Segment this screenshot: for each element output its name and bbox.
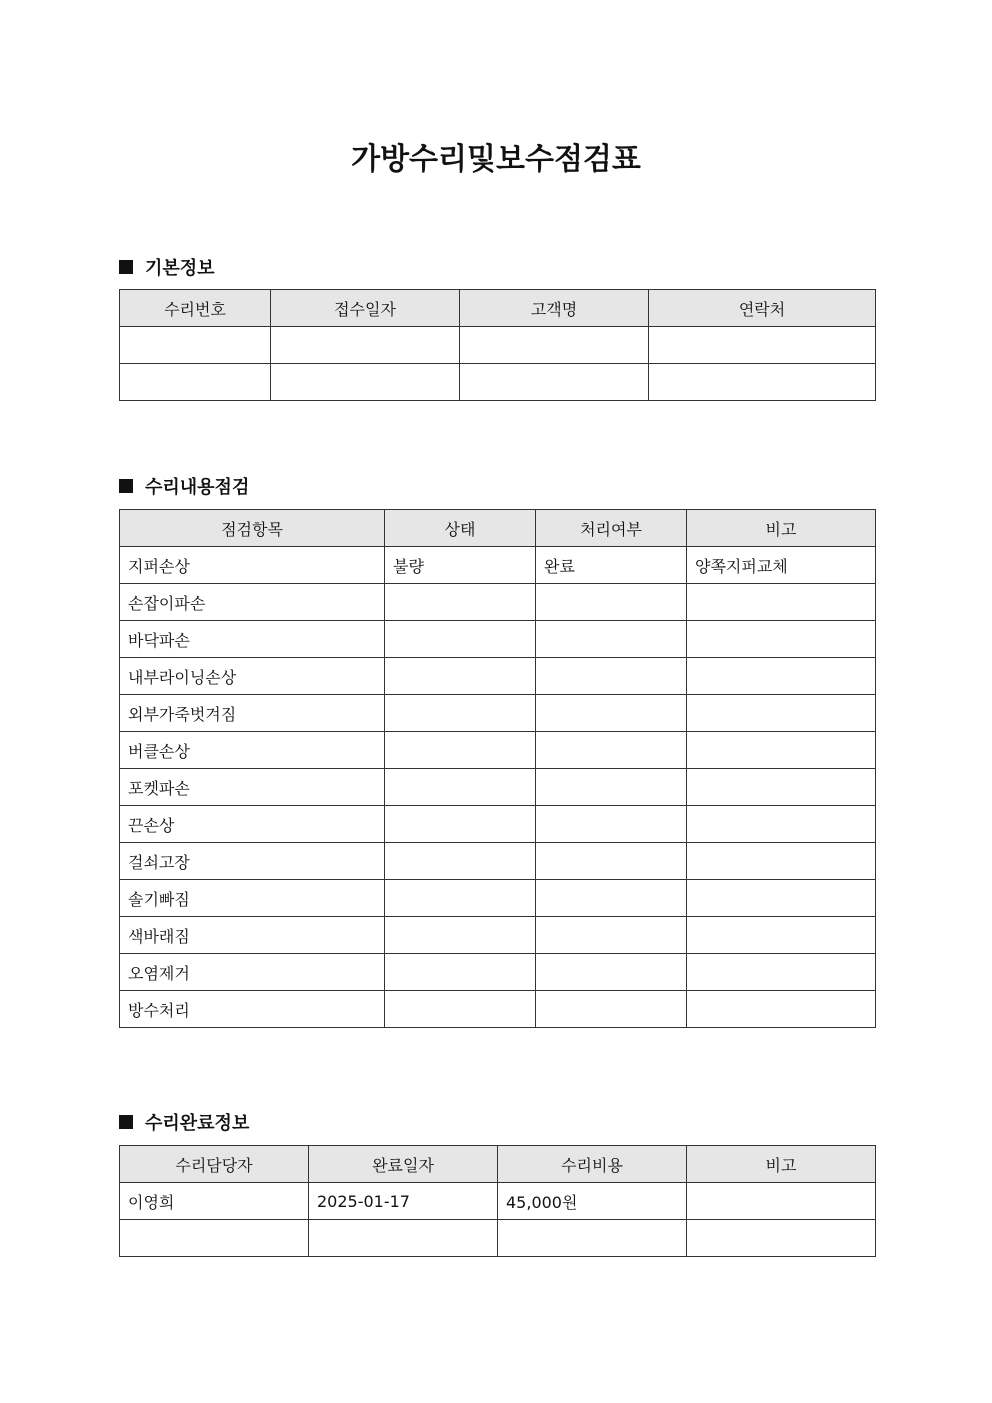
header-cell: 연락처 xyxy=(649,290,876,327)
table-row xyxy=(120,917,876,954)
section-heading-label: 수리완료정보 xyxy=(145,1113,250,1134)
table-cell[interactable] xyxy=(536,584,687,621)
table-cell[interactable]: 손잡이파손 xyxy=(120,584,385,621)
table-row xyxy=(120,843,876,880)
table-cell[interactable] xyxy=(649,327,876,364)
table-row xyxy=(120,658,876,695)
table-row xyxy=(120,732,876,769)
table-cell[interactable] xyxy=(649,364,876,401)
table-row xyxy=(120,954,876,991)
table-cell[interactable] xyxy=(385,917,536,954)
table-row xyxy=(120,547,876,584)
inspection-table xyxy=(119,509,876,1028)
table-cell[interactable] xyxy=(385,732,536,769)
table-cell[interactable] xyxy=(460,364,649,401)
table-cell[interactable] xyxy=(385,843,536,880)
table-row xyxy=(120,695,876,732)
table-cell[interactable] xyxy=(687,806,876,843)
table-cell[interactable] xyxy=(536,880,687,917)
table-cell[interactable] xyxy=(687,769,876,806)
table-cell[interactable] xyxy=(687,917,876,954)
table-cell[interactable] xyxy=(687,880,876,917)
table-cell[interactable] xyxy=(120,364,271,401)
table-cell[interactable]: 2025-01-17 xyxy=(309,1183,498,1220)
table-cell[interactable] xyxy=(687,843,876,880)
table-cell[interactable]: 45,000원 xyxy=(498,1183,687,1220)
table-cell[interactable] xyxy=(309,1220,498,1257)
table-cell[interactable] xyxy=(687,1183,876,1220)
table-cell[interactable]: 오염제거 xyxy=(120,954,385,991)
table-cell[interactable]: 이영희 xyxy=(120,1183,309,1220)
table-cell[interactable] xyxy=(385,806,536,843)
table-cell[interactable]: 양쪽지퍼교체 xyxy=(687,547,876,584)
header-cell: 수리비용 xyxy=(498,1146,687,1183)
header-cell: 비고 xyxy=(687,510,876,547)
table-cell[interactable] xyxy=(460,327,649,364)
table-cell[interactable] xyxy=(385,769,536,806)
table-cell[interactable]: 완료 xyxy=(536,547,687,584)
table-cell[interactable] xyxy=(271,364,460,401)
table-cell[interactable] xyxy=(536,695,687,732)
table-cell[interactable]: 색바래짐 xyxy=(120,917,385,954)
table-row xyxy=(120,1220,876,1257)
table-cell[interactable]: 걸쇠고장 xyxy=(120,843,385,880)
table-cell[interactable] xyxy=(687,1220,876,1257)
header-cell: 수리번호 xyxy=(120,290,271,327)
completion-table xyxy=(119,1145,876,1257)
table-cell[interactable] xyxy=(385,991,536,1028)
basic-info-table xyxy=(119,289,876,401)
table-cell[interactable] xyxy=(120,1220,309,1257)
table-row xyxy=(120,1183,876,1220)
table-cell[interactable]: 버클손상 xyxy=(120,732,385,769)
table-cell[interactable]: 포켓파손 xyxy=(120,769,385,806)
section-heading-label: 기본정보 xyxy=(145,258,215,279)
table-row xyxy=(120,769,876,806)
table-cell[interactable] xyxy=(536,769,687,806)
table-cell[interactable] xyxy=(536,954,687,991)
table-cell[interactable] xyxy=(687,991,876,1028)
header-cell: 완료일자 xyxy=(309,1146,498,1183)
table-row xyxy=(120,621,876,658)
header-cell: 점검항목 xyxy=(120,510,385,547)
table-cell[interactable] xyxy=(271,327,460,364)
table-cell[interactable] xyxy=(687,658,876,695)
header-cell: 접수일자 xyxy=(271,290,460,327)
table-cell[interactable]: 방수처리 xyxy=(120,991,385,1028)
table-cell[interactable] xyxy=(687,954,876,991)
table-header-row xyxy=(120,1146,876,1183)
section-heading-basic-info xyxy=(119,254,215,280)
table-cell[interactable] xyxy=(120,327,271,364)
table-cell[interactable] xyxy=(385,658,536,695)
table-row xyxy=(120,364,876,401)
table-cell[interactable] xyxy=(385,880,536,917)
table-cell[interactable]: 외부가죽벗겨짐 xyxy=(120,695,385,732)
table-row xyxy=(120,991,876,1028)
table-cell[interactable] xyxy=(687,732,876,769)
table-cell[interactable] xyxy=(687,621,876,658)
section-heading-completion xyxy=(119,1109,249,1135)
table-cell[interactable]: 지퍼손상 xyxy=(120,547,385,584)
table-cell[interactable] xyxy=(687,695,876,732)
table-cell[interactable]: 끈손상 xyxy=(120,806,385,843)
header-cell: 고객명 xyxy=(460,290,649,327)
table-cell[interactable] xyxy=(536,806,687,843)
square-bullet-icon xyxy=(119,479,133,493)
table-cell[interactable] xyxy=(536,621,687,658)
table-cell[interactable] xyxy=(385,695,536,732)
table-cell[interactable] xyxy=(687,584,876,621)
table-cell[interactable] xyxy=(385,954,536,991)
table-header-row xyxy=(120,510,876,547)
table-header-row xyxy=(120,290,876,327)
section-heading-label: 수리내용점검 xyxy=(145,477,250,498)
page-title: 가방수리및보수점검표 xyxy=(351,142,641,177)
table-row xyxy=(120,806,876,843)
table-row xyxy=(120,327,876,364)
table-row xyxy=(120,584,876,621)
table-cell[interactable]: 솔기빠짐 xyxy=(120,880,385,917)
table-cell[interactable] xyxy=(498,1220,687,1257)
header-cell: 수리담당자 xyxy=(120,1146,309,1183)
table-row xyxy=(120,880,876,917)
header-cell: 상태 xyxy=(385,510,536,547)
table-cell[interactable]: 내부라이닝손상 xyxy=(120,658,385,695)
table-cell[interactable] xyxy=(536,732,687,769)
table-cell[interactable] xyxy=(536,991,687,1028)
square-bullet-icon xyxy=(119,260,133,274)
section-heading-inspection xyxy=(119,473,249,499)
header-cell: 처리여부 xyxy=(536,510,687,547)
table-cell[interactable] xyxy=(536,917,687,954)
table-cell[interactable] xyxy=(385,584,536,621)
table-cell[interactable] xyxy=(536,658,687,695)
header-cell: 비고 xyxy=(687,1146,876,1183)
square-bullet-icon xyxy=(119,1115,133,1129)
table-cell[interactable]: 불량 xyxy=(385,547,536,584)
table-cell[interactable] xyxy=(536,843,687,880)
table-cell[interactable]: 바닥파손 xyxy=(120,621,385,658)
table-cell[interactable] xyxy=(385,621,536,658)
